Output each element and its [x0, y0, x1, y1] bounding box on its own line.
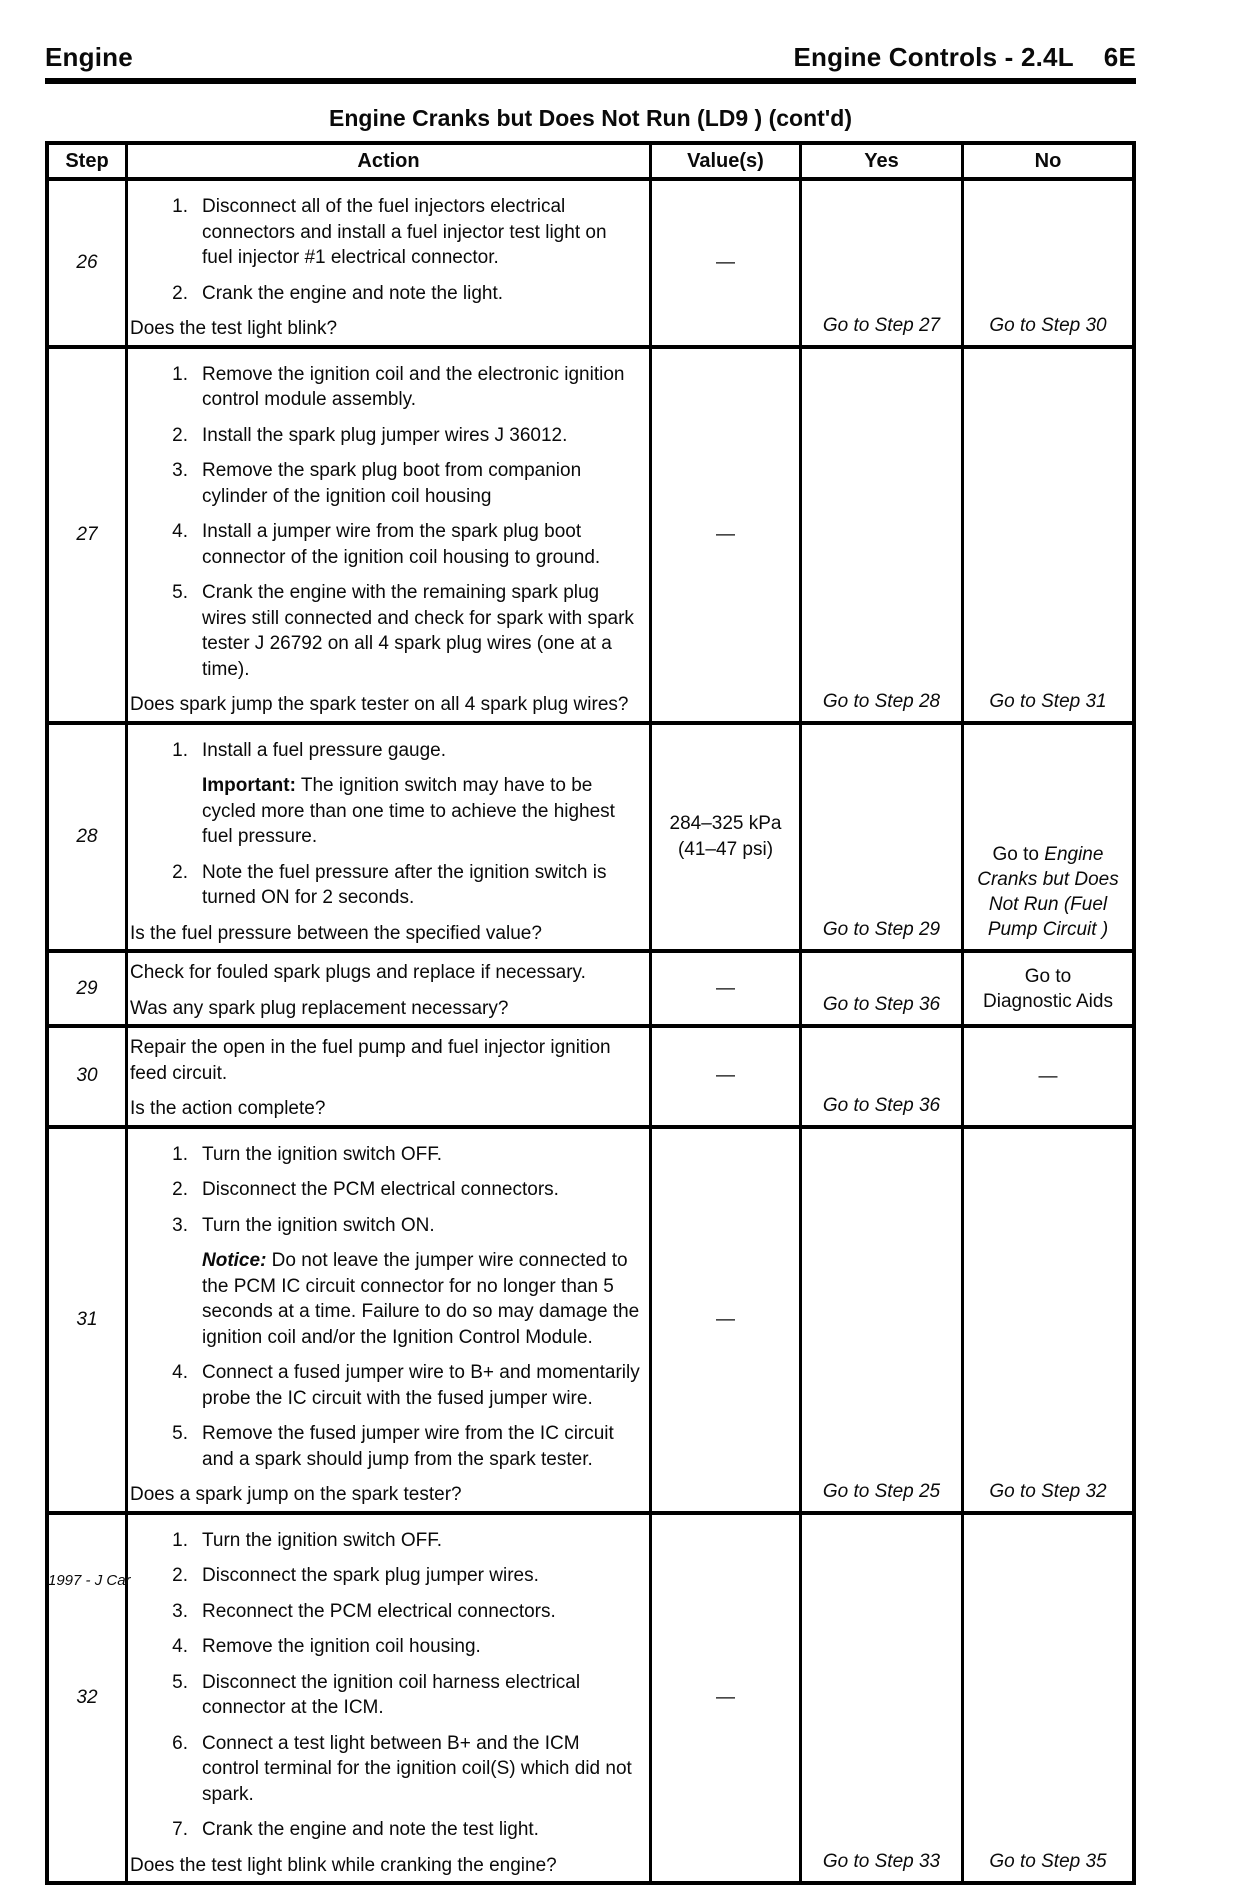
table-row-step-27	[49, 345, 1132, 721]
step-cell: 26	[76, 251, 98, 273]
action-item	[130, 1599, 641, 1625]
action-item	[130, 738, 641, 764]
footer-note: 1997 - J Car	[48, 1572, 131, 1589]
col-header-yes: Yes	[799, 145, 961, 177]
question-text: Was any spark plug replacement necessary?	[130, 997, 509, 1019]
step-cell: 29	[76, 977, 98, 999]
question-text: Is the action complete?	[130, 1098, 326, 1119]
item-number: 2.	[172, 1179, 188, 1200]
item-number: 4.	[172, 1362, 188, 1383]
value-cell: —	[649, 1129, 799, 1511]
value-kpa: 284–325 kPa	[669, 812, 782, 834]
item-text: Disconnect the PCM electrical connectors.	[202, 1179, 559, 1200]
goto-text: Go to Step 36	[822, 994, 941, 1015]
notice-text: Do not leave the jumper wire connected to the PCM IC circuit connector for no longer than 5 seconds at a time. Failure to do so may damage the ignition coil and/or the Ignition Control Module.	[202, 1250, 640, 1348]
action-item	[130, 1177, 641, 1203]
item-number: 1.	[172, 739, 188, 761]
yes-cell	[799, 725, 961, 950]
no-cell	[961, 1129, 1132, 1511]
item-text: Disconnect the spark plug jumper wires.	[202, 1565, 539, 1586]
action-item	[130, 1563, 641, 1589]
item-text: Connect a test light between B+ and the ICM control terminal for the ignition coil(S) which did not spark.	[202, 1732, 632, 1805]
value-cell: —	[649, 953, 799, 1024]
item-number: 2.	[172, 861, 188, 883]
question-text: Does the test light blink while cranking the engine?	[130, 1854, 557, 1876]
item-number: 2.	[172, 424, 188, 446]
action-cell	[125, 725, 649, 950]
col-header-values: Value(s)	[649, 145, 799, 177]
item-text: Turn the ignition switch OFF.	[202, 1143, 443, 1165]
item-text: Install a jumper wire from the spark plug boot connector of the ignition coil housing to ground.	[202, 521, 601, 568]
header-section-left: Engine	[45, 42, 133, 72]
item-text: Disconnect the ignition coil harness electrical connector at the ICM.	[202, 1671, 581, 1718]
goto-text: Go to	[1024, 965, 1072, 987]
action-item	[130, 1360, 641, 1411]
value-psi: (41–47 psi)	[677, 838, 774, 860]
item-number: 5.	[172, 1423, 188, 1444]
no-cell	[961, 1028, 1132, 1125]
action-text: Repair the open in the fuel pump and fuel injector ignition feed circuit.	[130, 1037, 611, 1084]
action-cell	[125, 181, 649, 345]
item-number: 6.	[172, 1732, 188, 1754]
header-chapter: Engine Controls - 2.4L	[793, 42, 1074, 72]
yes-cell	[799, 953, 961, 1024]
action-cell	[125, 953, 649, 1024]
goto-text: Go to Step 29	[822, 919, 941, 940]
goto-ref-title: Engine Cranks but Does Not Run (Fuel Pump Circuit )	[977, 844, 1119, 940]
action-cell	[125, 1028, 649, 1125]
item-number: 7.	[172, 1819, 188, 1840]
action-item	[130, 1213, 641, 1239]
question-text: Does a spark jump on the spark tester?	[130, 1484, 462, 1505]
item-text: Turn the ignition switch ON.	[202, 1214, 435, 1236]
item-number: 3.	[172, 1214, 188, 1236]
item-number: 2.	[172, 1565, 188, 1586]
goto-text: Go to Step 31	[989, 690, 1107, 712]
table-row-step-29	[49, 949, 1132, 1024]
goto-text: Go to Step 30	[989, 314, 1107, 336]
goto-text: Go to Step 36	[822, 1094, 941, 1116]
item-number: 3.	[172, 460, 188, 481]
no-dash: —	[1038, 1065, 1058, 1087]
yes-cell	[799, 349, 961, 721]
action-item	[130, 281, 641, 307]
item-number: 2.	[172, 282, 188, 304]
goto-text: Go to Step 28	[822, 690, 941, 712]
value-cell: —	[649, 349, 799, 721]
table-row-step-26	[49, 177, 1132, 345]
header-rule	[45, 78, 1136, 84]
yes-cell	[799, 181, 961, 345]
goto-text: Go to Step 27	[822, 314, 941, 336]
item-text: Reconnect the PCM electrical connectors.	[202, 1600, 556, 1622]
step-cell: 28	[76, 825, 98, 847]
item-number: 1.	[172, 1529, 188, 1551]
item-number: 1.	[172, 196, 188, 217]
action-cell	[125, 1515, 649, 1882]
item-text: Crank the engine and note the light.	[202, 282, 504, 304]
goto-text: Go to Step 25	[822, 1480, 941, 1502]
action-item	[130, 423, 641, 449]
table-row-step-32	[49, 1511, 1132, 1882]
action-item	[130, 458, 641, 509]
action-item	[130, 1634, 641, 1660]
no-cell	[961, 349, 1132, 721]
step-cell: 32	[76, 1686, 98, 1708]
no-cell	[961, 725, 1132, 950]
item-number: 5.	[172, 1671, 188, 1693]
action-item	[130, 860, 641, 911]
yes-cell	[799, 1515, 961, 1882]
action-item	[130, 519, 641, 570]
item-number: 4.	[172, 1636, 188, 1657]
page-title: Engine Cranks but Does Not Run (LD9 ) (cont'd)	[329, 105, 852, 131]
item-text: Remove the ignition coil housing.	[202, 1636, 481, 1657]
col-header-step: Step	[65, 150, 109, 172]
value-cell: —	[649, 181, 799, 345]
action-item	[130, 1142, 641, 1168]
table-row-step-31	[49, 1125, 1132, 1511]
goto-text: Go to Step 35	[989, 1851, 1107, 1872]
step-cell: 31	[76, 1308, 98, 1330]
goto-text: Go to Step 32	[989, 1480, 1107, 1502]
notice-note	[202, 1248, 641, 1350]
action-text: Check for fouled spark plugs and replace if necessary.	[130, 962, 586, 983]
item-number: 1.	[172, 363, 188, 385]
item-number: 4.	[172, 521, 188, 542]
header-section-code: 6E	[1103, 42, 1136, 72]
question-text: Does spark jump the spark tester on all 4 spark plug wires?	[130, 694, 629, 715]
item-text: Remove the spark plug boot from companion cylinder of the ignition coil housing	[202, 460, 582, 507]
action-item	[130, 362, 641, 413]
page-content	[45, 0, 1136, 1885]
running-header	[45, 0, 1136, 73]
yes-cell	[799, 1028, 961, 1125]
item-text: Install the spark plug jumper wires J 36012.	[202, 424, 568, 446]
item-text: Disconnect all of the fuel injectors electrical connectors and install a fuel injector test light on fuel injector #1 electrical connector.	[202, 196, 607, 268]
item-text: Connect a fused jumper wire to B+ and momentarily probe the IC circuit with the fused jumper wire.	[202, 1362, 640, 1409]
action-item	[130, 1817, 641, 1843]
item-number: 5.	[172, 582, 188, 603]
action-cell	[125, 349, 649, 721]
item-text: Install a fuel pressure gauge.	[202, 739, 446, 761]
item-number: 1.	[172, 1143, 188, 1165]
table-row-step-30	[49, 1024, 1132, 1125]
important-label: Important:	[202, 775, 296, 796]
value-cell: —	[649, 1515, 799, 1882]
yes-cell	[799, 1129, 961, 1511]
action-item	[130, 1731, 641, 1808]
step-cell: 30	[76, 1065, 98, 1087]
no-cell	[961, 1515, 1132, 1882]
action-cell	[125, 1129, 649, 1511]
goto-prefix: Go to	[992, 844, 1045, 865]
item-text: Remove the ignition coil and the electronic ignition control module assembly.	[202, 363, 625, 410]
action-item	[130, 1670, 641, 1721]
item-text: Crank the engine and note the test light.	[202, 1819, 539, 1840]
item-text: Remove the fused jumper wire from the IC circuit and a spark should jump from the spark tester.	[202, 1423, 614, 1470]
item-text: Crank the engine with the remaining spark plug wires still connected and check for spark with spark tester J 26792 on all 4 spark plug wires (one at a time).	[202, 582, 634, 680]
action-item	[130, 1421, 641, 1472]
item-text: Turn the ignition switch OFF.	[202, 1529, 443, 1551]
goto-text: Go to Step 33	[822, 1851, 941, 1872]
item-text: Note the fuel pressure after the ignition switch is turned ON for 2 seconds.	[202, 861, 607, 908]
step-cell: 27	[76, 523, 98, 545]
value-cell	[649, 725, 799, 950]
action-item	[130, 194, 641, 271]
action-item	[130, 1528, 641, 1554]
table-row-step-28	[49, 721, 1132, 950]
no-cell	[961, 953, 1132, 1024]
no-cell	[961, 181, 1132, 345]
question-text: Does the test light blink?	[130, 318, 338, 339]
item-number: 3.	[172, 1600, 188, 1622]
col-header-no: No	[961, 145, 1132, 177]
goto-text: Diagnostic Aids	[983, 990, 1113, 1012]
col-header-action: Action	[125, 145, 649, 177]
value-cell: —	[649, 1028, 799, 1125]
important-note	[202, 773, 641, 850]
action-item	[130, 580, 641, 682]
goto-reference	[970, 842, 1126, 942]
table-header-row	[49, 145, 1132, 177]
important-text: The ignition switch may have to be cycled more than one time to achieve the highest fuel pressure.	[202, 775, 615, 847]
notice-label: Notice:	[202, 1250, 267, 1271]
diagnostic-table	[45, 141, 1136, 1885]
question-text: Is the fuel pressure between the specified value?	[130, 922, 542, 944]
header-section-right	[793, 42, 1136, 73]
